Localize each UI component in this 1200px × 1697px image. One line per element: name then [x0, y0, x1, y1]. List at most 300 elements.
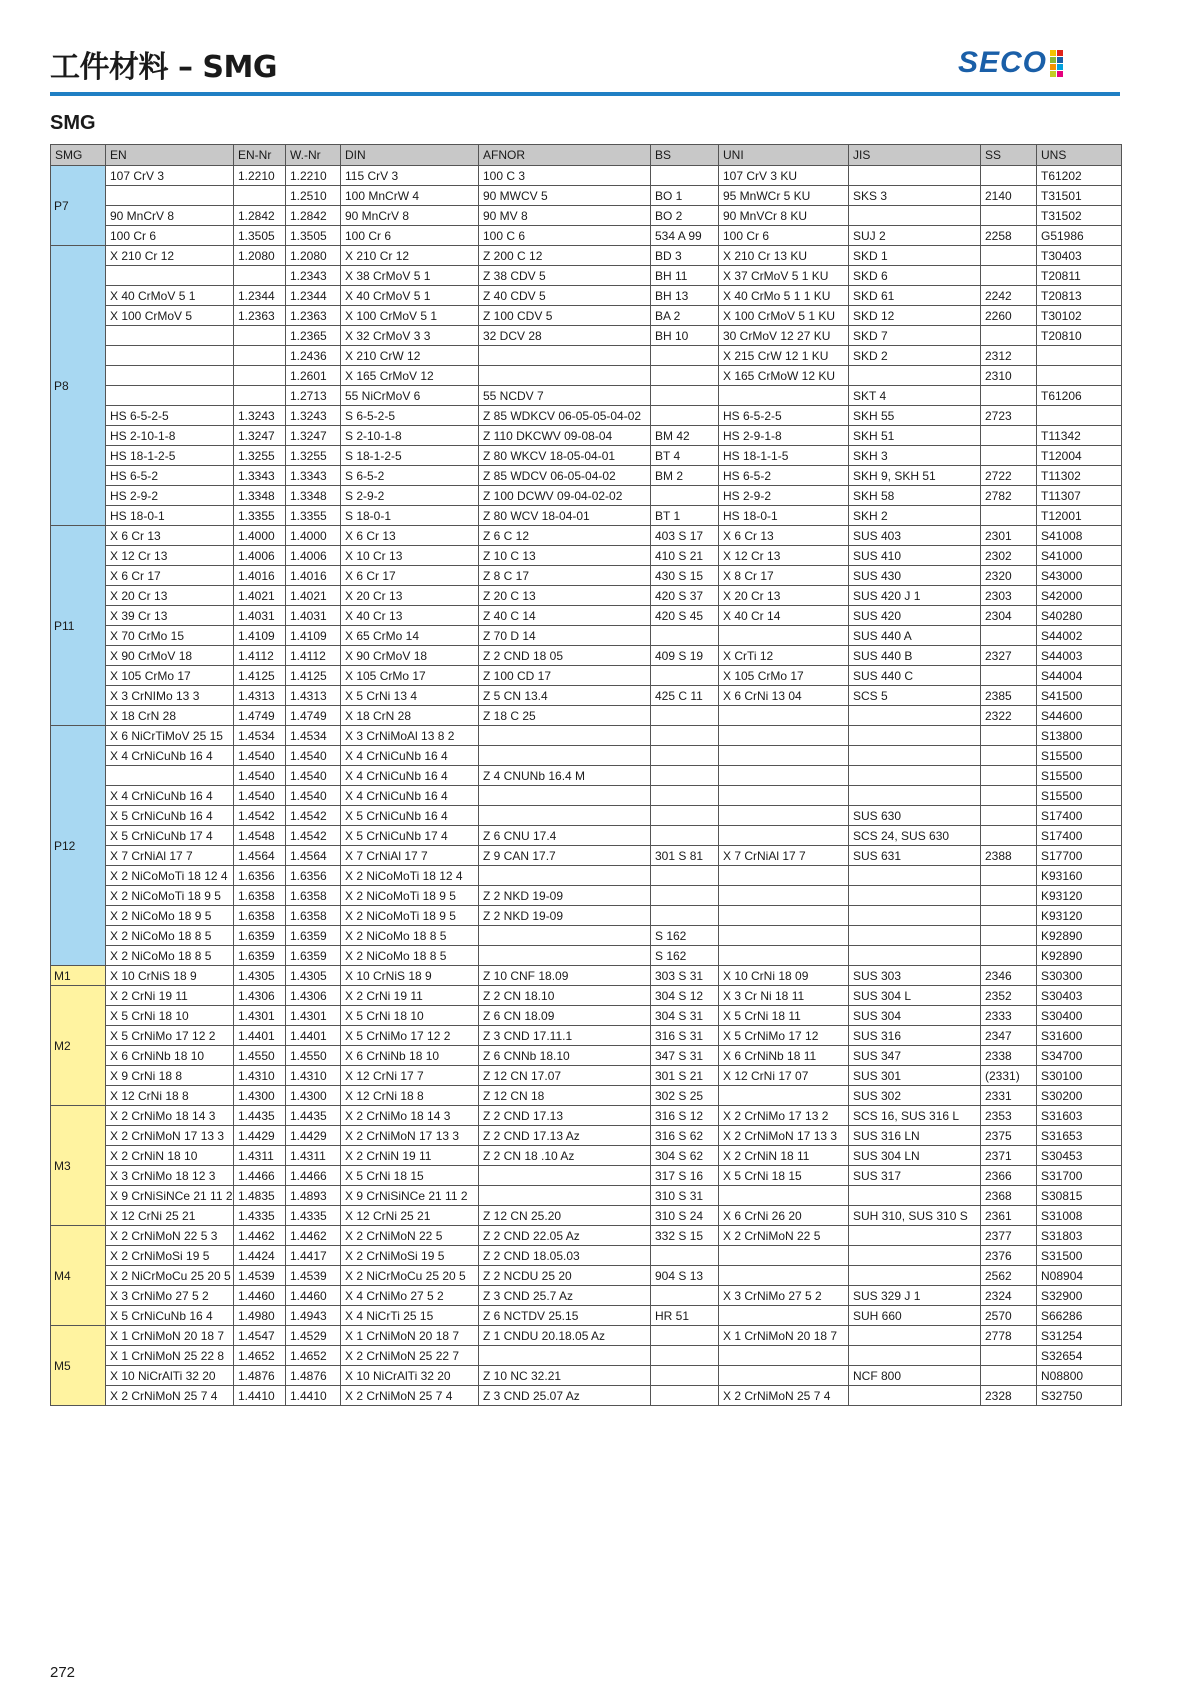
table-cell: SUS 347 [849, 1046, 981, 1066]
table-row [51, 186, 1122, 206]
table-cell: S42000 [1037, 586, 1122, 606]
table-row [51, 1146, 1122, 1166]
table-cell: Z 100 CDV 5 [479, 306, 651, 326]
table-cell: X 5 CrNiCuNb 16 4 [341, 806, 479, 826]
column-header: EN [106, 145, 234, 166]
table-cell: X 8 Cr 17 [719, 566, 849, 586]
table-cell: 107 CrV 3 [106, 166, 234, 186]
table-row [51, 1386, 1122, 1406]
table-row [51, 306, 1122, 326]
table-cell: 1.6359 [234, 946, 286, 966]
table-cell: 1.6356 [234, 866, 286, 886]
table-cell: 1.4540 [234, 766, 286, 786]
table-cell: SUS 304 L [849, 986, 981, 1006]
table-cell: 1.4401 [286, 1026, 341, 1046]
logo-mark-square [1050, 71, 1056, 77]
table-cell: 2722 [981, 466, 1037, 486]
table-row [51, 486, 1122, 506]
table-header-row [51, 145, 1122, 166]
table-cell: X 3 CrNiMo 18 12 3 [106, 1166, 234, 1186]
table-cell: X 6 Cr 17 [106, 566, 234, 586]
table-cell: X 210 CrW 12 [341, 346, 479, 366]
table-row [51, 1246, 1122, 1266]
table-cell: 1.4306 [234, 986, 286, 1006]
table-cell [981, 866, 1037, 886]
table-cell: X 2 CrNiMo 18 14 3 [106, 1106, 234, 1126]
table-cell: S41500 [1037, 686, 1122, 706]
table-row [51, 1366, 1122, 1386]
table-cell: 1.4529 [286, 1326, 341, 1346]
table-cell: 1.4335 [234, 1206, 286, 1226]
table-cell: 1.4462 [286, 1226, 341, 1246]
table-cell [849, 1226, 981, 1246]
table-cell: 2361 [981, 1206, 1037, 1226]
table-cell: 30 CrMoV 12 27 KU [719, 326, 849, 346]
table-cell: X 18 CrN 28 [341, 706, 479, 726]
table-row [51, 726, 1122, 746]
table-cell: X 165 CrMoV 12 [341, 366, 479, 386]
table-cell: 1.4435 [286, 1106, 341, 1126]
table-cell: SUS 630 [849, 806, 981, 826]
table-cell: Z 3 CND 17.11.1 [479, 1026, 651, 1046]
table-cell: X 5 CrNi 18 10 [341, 1006, 479, 1026]
table-cell: 2346 [981, 966, 1037, 986]
table-cell: X 9 CrNiSiNCe 21 11 2 [341, 1186, 479, 1206]
table-cell: BH 11 [651, 266, 719, 286]
table-cell: 1.2601 [286, 366, 341, 386]
table-cell: X 2 CrNiMoN 25 7 4 [106, 1386, 234, 1406]
table-body [51, 166, 1122, 1406]
table-cell [1037, 406, 1122, 426]
table-cell: X 3 CrNiMoAl 13 8 2 [341, 726, 479, 746]
table-row [51, 946, 1122, 966]
table-cell: S13800 [1037, 726, 1122, 746]
table-cell: Z 38 CDV 5 [479, 266, 651, 286]
table-cell [981, 666, 1037, 686]
table-cell: 1.4749 [286, 706, 341, 726]
table-cell: Z 10 C 13 [479, 546, 651, 566]
table-cell: K93120 [1037, 906, 1122, 926]
table-cell: 1.2210 [286, 166, 341, 186]
table-cell: Z 20 C 13 [479, 586, 651, 606]
table-cell [651, 766, 719, 786]
table-cell [479, 786, 651, 806]
table-cell: X 4 NiCrTi 25 15 [341, 1306, 479, 1326]
table-cell: 534 A 99 [651, 226, 719, 246]
table-row [51, 626, 1122, 646]
table-cell: 410 S 21 [651, 546, 719, 566]
table-cell: 1.4876 [234, 1366, 286, 1386]
table-row [51, 1166, 1122, 1186]
table-cell: SUS 430 [849, 566, 981, 586]
table-cell: Z 2 NCDU 25 20 [479, 1266, 651, 1286]
table-cell: N08800 [1037, 1366, 1122, 1386]
table-cell: BM 2 [651, 466, 719, 486]
table-row [51, 806, 1122, 826]
table-cell [651, 1286, 719, 1306]
table-cell [719, 726, 849, 746]
table-cell [719, 906, 849, 926]
table-cell: 430 S 15 [651, 566, 719, 586]
table-cell: SKD 6 [849, 266, 981, 286]
table-cell: SUS 420 [849, 606, 981, 626]
table-cell: SUS 631 [849, 846, 981, 866]
table-cell: S 2-10-1-8 [341, 426, 479, 446]
table-cell: 2320 [981, 566, 1037, 586]
table-cell: Z 110 DKCWV 09-08-04 [479, 426, 651, 446]
table-cell [719, 826, 849, 846]
table-cell: S30403 [1037, 986, 1122, 1006]
smg-group-cell: M5 [51, 1326, 106, 1406]
table-cell [849, 726, 981, 746]
table-cell: S44600 [1037, 706, 1122, 726]
table-cell: X 4 CrNiCuNb 16 4 [106, 786, 234, 806]
table-cell: 2258 [981, 226, 1037, 246]
table-cell: 1.4021 [234, 586, 286, 606]
table-cell: 1.2080 [234, 246, 286, 266]
table-cell: S17400 [1037, 826, 1122, 846]
table-cell [651, 1326, 719, 1346]
table-cell: X 18 CrN 28 [106, 706, 234, 726]
table-cell: HS 6-5-2 [106, 466, 234, 486]
table-cell: Z 4 CNUNb 16.4 M [479, 766, 651, 786]
table-cell: Z 100 DCWV 09-04-02-02 [479, 486, 651, 506]
table-cell: 1.4031 [286, 606, 341, 626]
table-cell: X 2 CrNiN 18 11 [719, 1146, 849, 1166]
table-cell [479, 866, 651, 886]
table-cell: S 2-9-2 [341, 486, 479, 506]
table-cell: X 100 CrMoV 5 [106, 306, 234, 326]
table-cell: SCS 16, SUS 316 L [849, 1106, 981, 1126]
table-cell [651, 726, 719, 746]
table-cell: X 5 CrNi 18 15 [719, 1166, 849, 1186]
table-row [51, 1306, 1122, 1326]
smg-table [50, 144, 1122, 1406]
table-cell [981, 806, 1037, 826]
table-cell: HS 2-10-1-8 [106, 426, 234, 446]
table-cell: X 6 CrNiNb 18 10 [341, 1046, 479, 1066]
table-cell: 1.4424 [234, 1246, 286, 1266]
table-cell: X 2 CrNiN 18 10 [106, 1146, 234, 1166]
table-cell: 115 CrV 3 [341, 166, 479, 186]
table-cell: 1.6359 [286, 946, 341, 966]
table-cell [981, 166, 1037, 186]
table-cell: 1.4542 [286, 806, 341, 826]
table-cell: X 2 NiCoMo 18 8 5 [341, 926, 479, 946]
logo-text: SECO [958, 46, 1048, 79]
table-cell: 2302 [981, 546, 1037, 566]
table-cell [651, 346, 719, 366]
table-cell: 1.2344 [234, 286, 286, 306]
table-cell: 2385 [981, 686, 1037, 706]
table-cell: SUS 329 J 1 [849, 1286, 981, 1306]
table-cell: Z 12 CN 25.20 [479, 1206, 651, 1226]
table-cell [981, 726, 1037, 746]
table-cell: 100 C 3 [479, 166, 651, 186]
table-cell [106, 386, 234, 406]
table-cell: 1.4021 [286, 586, 341, 606]
table-cell: T30102 [1037, 306, 1122, 326]
table-cell: X 100 CrMoV 5 1 [341, 306, 479, 326]
table-cell: SUS 303 [849, 966, 981, 986]
table-cell: X 3 CrNiMo 27 5 2 [106, 1286, 234, 1306]
table-cell [719, 866, 849, 886]
table-cell: X 10 CrNiS 18 9 [341, 966, 479, 986]
table-cell: 310 S 24 [651, 1206, 719, 1226]
table-cell: 100 C 6 [479, 226, 651, 246]
table-row [51, 166, 1122, 186]
table-row [51, 766, 1122, 786]
table-cell: 2312 [981, 346, 1037, 366]
table-cell: 1.4006 [234, 546, 286, 566]
table-cell: Z 12 CN 17.07 [479, 1066, 651, 1086]
table-cell: 301 S 21 [651, 1066, 719, 1086]
table-cell: HS 18-1-1-5 [719, 446, 849, 466]
table-cell: Z 2 CND 22.05 Az [479, 1226, 651, 1246]
table-cell: 2303 [981, 586, 1037, 606]
table-cell: 1.4435 [234, 1106, 286, 1126]
table-cell [849, 946, 981, 966]
table-cell: SKH 3 [849, 446, 981, 466]
table-cell: S34700 [1037, 1046, 1122, 1066]
table-cell: 1.4109 [286, 626, 341, 646]
table-cell: X 2 NiCrMoCu 25 20 5 [341, 1266, 479, 1286]
table-cell: 1.4539 [286, 1266, 341, 1286]
table-row [51, 406, 1122, 426]
table-cell: T61206 [1037, 386, 1122, 406]
table-cell [981, 926, 1037, 946]
table-cell [651, 166, 719, 186]
table-cell: 2723 [981, 406, 1037, 426]
table-cell [849, 866, 981, 886]
table-cell [719, 766, 849, 786]
table-row [51, 366, 1122, 386]
table-cell: S17400 [1037, 806, 1122, 826]
table-cell [479, 746, 651, 766]
table-cell: SUS 304 LN [849, 1146, 981, 1166]
table-row [51, 526, 1122, 546]
table-cell: X 10 CrNi 18 09 [719, 966, 849, 986]
table-cell: BT 4 [651, 446, 719, 466]
table-row [51, 246, 1122, 266]
column-header: SS [981, 145, 1037, 166]
table-cell: 332 S 15 [651, 1226, 719, 1246]
table-cell: 301 S 81 [651, 846, 719, 866]
table-cell: S30453 [1037, 1146, 1122, 1166]
table-cell: Z 6 CN 18.09 [479, 1006, 651, 1026]
table-cell: 1.3348 [234, 486, 286, 506]
table-cell: 1.2080 [286, 246, 341, 266]
table-cell: 90 MV 8 [479, 206, 651, 226]
table-cell [849, 1246, 981, 1266]
table-row [51, 546, 1122, 566]
table-cell: X 12 CrNi 17 07 [719, 1066, 849, 1086]
table-cell: 1.4876 [286, 1366, 341, 1386]
table-cell: X 3 CrNiMo 27 5 2 [719, 1286, 849, 1306]
table-row [51, 706, 1122, 726]
table-cell: G51986 [1037, 226, 1122, 246]
table-cell: SKH 58 [849, 486, 981, 506]
table-cell [849, 1186, 981, 1206]
table-cell: Z 200 C 12 [479, 246, 651, 266]
table-cell: 1.3247 [234, 426, 286, 446]
table-cell: 2352 [981, 986, 1037, 1006]
table-cell: X 38 CrMoV 5 1 [341, 266, 479, 286]
table-cell [479, 346, 651, 366]
table-cell [651, 406, 719, 426]
table-cell: X 2 NiCoMoTi 18 9 5 [341, 886, 479, 906]
table-cell: X 6 CrNi 26 20 [719, 1206, 849, 1226]
table-cell: 1.4305 [286, 966, 341, 986]
smg-group-cell: P11 [51, 526, 106, 726]
table-cell: 1.4462 [234, 1226, 286, 1246]
table-row [51, 686, 1122, 706]
table-cell: 90 MnCrV 8 [106, 206, 234, 226]
table-cell: S31653 [1037, 1126, 1122, 1146]
table-cell: NCF 800 [849, 1366, 981, 1386]
table-cell: N08904 [1037, 1266, 1122, 1286]
table-cell: S30815 [1037, 1186, 1122, 1206]
table-cell [849, 766, 981, 786]
table-row [51, 446, 1122, 466]
table-cell [981, 246, 1037, 266]
table-cell: 1.4016 [286, 566, 341, 586]
table-cell: X 7 CrNiAl 17 7 [341, 846, 479, 866]
table-cell: SKH 51 [849, 426, 981, 446]
table-cell: 1.6358 [286, 886, 341, 906]
table-cell [651, 866, 719, 886]
table-cell: Z 6 C 12 [479, 526, 651, 546]
table-row [51, 1126, 1122, 1146]
table-cell: S41000 [1037, 546, 1122, 566]
table-row [51, 1066, 1122, 1086]
table-cell: 1.4564 [234, 846, 286, 866]
table-cell [981, 786, 1037, 806]
table-cell: T61202 [1037, 166, 1122, 186]
table-cell: 304 S 12 [651, 986, 719, 1006]
table-cell [651, 746, 719, 766]
table-row [51, 666, 1122, 686]
table-cell [981, 446, 1037, 466]
table-cell: 1.3505 [234, 226, 286, 246]
table-cell: 1.4311 [286, 1146, 341, 1166]
table-cell [849, 166, 981, 186]
table-cell: SUS 403 [849, 526, 981, 546]
table-cell: Z 3 CND 25.07 Az [479, 1386, 651, 1406]
table-cell: 1.3348 [286, 486, 341, 506]
table-cell: 317 S 16 [651, 1166, 719, 1186]
table-cell [651, 826, 719, 846]
table-cell: 1.2842 [286, 206, 341, 226]
smg-group-cell: P7 [51, 166, 106, 246]
table-cell: HS 18-1-2-5 [106, 446, 234, 466]
logo-mark-square [1057, 50, 1063, 56]
table-row [51, 1046, 1122, 1066]
table-cell: S15500 [1037, 786, 1122, 806]
table-cell: Z 5 CN 13.4 [479, 686, 651, 706]
table-cell: 1.4652 [286, 1346, 341, 1366]
table-cell: 2371 [981, 1146, 1037, 1166]
table-row [51, 986, 1122, 1006]
table-cell: X 70 CrMo 15 [106, 626, 234, 646]
table-cell [651, 486, 719, 506]
table-cell: 1.4460 [286, 1286, 341, 1306]
table-cell: X 20 Cr 13 [341, 586, 479, 606]
table-cell: K93160 [1037, 866, 1122, 886]
table-cell [849, 886, 981, 906]
table-cell: Z 2 NKD 19-09 [479, 886, 651, 906]
table-cell [981, 746, 1037, 766]
table-cell [234, 266, 286, 286]
table-cell: T31502 [1037, 206, 1122, 226]
table-cell: X 32 CrMoV 3 3 [341, 326, 479, 346]
table-cell: 1.4313 [234, 686, 286, 706]
table-cell: SKD 7 [849, 326, 981, 346]
table-cell: 1.4564 [286, 846, 341, 866]
table-cell: BO 1 [651, 186, 719, 206]
table-cell: Z 85 WDCV 06-05-04-02 [479, 466, 651, 486]
table-row [51, 1206, 1122, 1226]
table-cell: X 2 NiCoMoTi 18 12 4 [106, 866, 234, 886]
table-cell: X 4 CrNiCuNb 16 4 [106, 746, 234, 766]
table-row [51, 1106, 1122, 1126]
table-cell: Z 85 WDKCV 06-05-05-04-02 [479, 406, 651, 426]
table-cell: X 40 CrMoV 5 1 [341, 286, 479, 306]
column-header: EN-Nr [234, 145, 286, 166]
table-cell: S31008 [1037, 1206, 1122, 1226]
table-cell: Z 10 NC 32.21 [479, 1366, 651, 1386]
table-cell [981, 326, 1037, 346]
table-row [51, 826, 1122, 846]
table-cell: 55 NiCrMoV 6 [341, 386, 479, 406]
table-cell: SUS 440 B [849, 646, 981, 666]
table-cell: X 2 CrNiMoSi 19 5 [106, 1246, 234, 1266]
table-cell: 1.4548 [234, 826, 286, 846]
table-row [51, 566, 1122, 586]
table-cell: 1.4310 [286, 1066, 341, 1086]
table-cell [651, 706, 719, 726]
table-cell: 1.4540 [234, 746, 286, 766]
table-cell: 1.4125 [286, 666, 341, 686]
table-cell: 2140 [981, 186, 1037, 206]
table-cell: 420 S 37 [651, 586, 719, 606]
table-cell: S30200 [1037, 1086, 1122, 1106]
table-cell: X 6 Cr 17 [341, 566, 479, 586]
table-cell: 1.4310 [234, 1066, 286, 1086]
table-cell: 1.4466 [286, 1166, 341, 1186]
table-cell: 90 MWCV 5 [479, 186, 651, 206]
table-cell: T11307 [1037, 486, 1122, 506]
table-row [51, 1086, 1122, 1106]
table-cell [719, 926, 849, 946]
table-cell: Z 2 CND 17.13 Az [479, 1126, 651, 1146]
table-cell: 316 S 12 [651, 1106, 719, 1126]
table-cell: X 2 CrNiMoN 22 5 3 [106, 1226, 234, 1246]
table-row [51, 466, 1122, 486]
table-cell: T11342 [1037, 426, 1122, 446]
table-cell: 2242 [981, 286, 1037, 306]
table-cell: 1.3243 [286, 406, 341, 426]
table-cell: S32900 [1037, 1286, 1122, 1306]
table-cell [479, 726, 651, 746]
table-row [51, 1026, 1122, 1046]
table-cell: 1.4016 [234, 566, 286, 586]
table-cell: 316 S 31 [651, 1026, 719, 1046]
table-cell: 1.4547 [234, 1326, 286, 1346]
table-cell: X 90 CrMoV 18 [341, 646, 479, 666]
table-cell: SKD 61 [849, 286, 981, 306]
column-header: DIN [341, 145, 479, 166]
